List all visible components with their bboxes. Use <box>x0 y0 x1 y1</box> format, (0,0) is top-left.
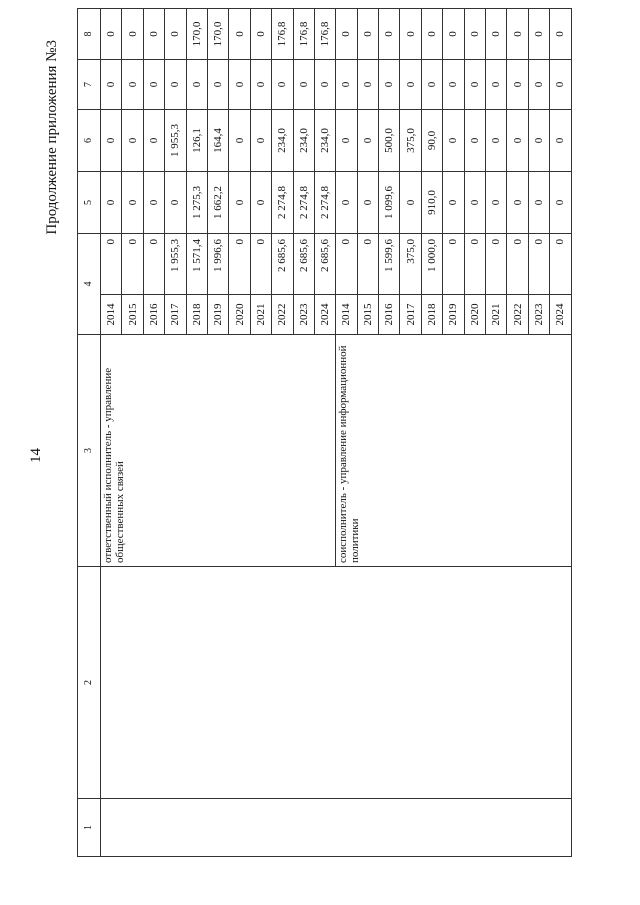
value-cell: 0 <box>122 234 143 295</box>
value-cell: 0 <box>550 60 571 110</box>
value-cell: 1 662,2 <box>207 172 228 234</box>
value-cell: 500,0 <box>379 110 400 172</box>
year-cell: 2018 <box>421 295 442 335</box>
value-cell: 0 <box>507 110 528 172</box>
value-cell: 1 955,3 <box>165 110 186 172</box>
value-cell: 0 <box>507 9 528 60</box>
value-cell: 176,8 <box>314 9 335 60</box>
value-cell: 0 <box>550 172 571 234</box>
value-cell: 0 <box>101 110 122 172</box>
value-cell: 1 000,0 <box>421 234 442 295</box>
value-cell: 1 571,4 <box>186 234 207 295</box>
value-cell: 0 <box>101 9 122 60</box>
value-cell: 0 <box>314 60 335 110</box>
year-cell: 2022 <box>507 295 528 335</box>
value-cell: 176,8 <box>293 9 314 60</box>
value-cell: 2 274,8 <box>314 172 335 234</box>
value-cell: 0 <box>486 60 507 110</box>
table-row <box>101 9 122 857</box>
budget-table <box>77 8 572 857</box>
value-cell: 0 <box>400 9 421 60</box>
value-cell: 0 <box>421 9 442 60</box>
col-header-2: 2 <box>78 567 101 799</box>
value-cell: 0 <box>379 60 400 110</box>
value-cell: 0 <box>464 60 485 110</box>
value-cell: 0 <box>250 9 271 60</box>
value-cell: 0 <box>250 110 271 172</box>
year-cell: 2016 <box>143 295 164 335</box>
value-cell: 0 <box>336 60 357 110</box>
value-cell: 375,0 <box>400 110 421 172</box>
value-cell: 0 <box>486 234 507 295</box>
value-cell: 0 <box>186 60 207 110</box>
value-cell: 0 <box>143 172 164 234</box>
value-cell: 176,8 <box>272 9 293 60</box>
value-cell: 0 <box>250 60 271 110</box>
value-cell: 0 <box>443 110 464 172</box>
year-cell: 2024 <box>550 295 571 335</box>
year-cell: 2017 <box>165 295 186 335</box>
value-cell: 0 <box>101 60 122 110</box>
value-cell: 0 <box>101 234 122 295</box>
value-cell: 0 <box>486 110 507 172</box>
value-cell: 0 <box>165 172 186 234</box>
value-cell: 0 <box>357 9 378 60</box>
value-cell: 0 <box>357 172 378 234</box>
value-cell: 0 <box>528 110 549 172</box>
value-cell: 0 <box>165 9 186 60</box>
value-cell: 0 <box>528 172 549 234</box>
value-cell: 0 <box>550 234 571 295</box>
value-cell: 0 <box>143 60 164 110</box>
value-cell: 0 <box>421 60 442 110</box>
value-cell: 2 274,8 <box>272 172 293 234</box>
value-cell: 0 <box>528 234 549 295</box>
value-cell: 0 <box>272 60 293 110</box>
col-header-8: 8 <box>78 9 101 60</box>
value-cell: 0 <box>357 110 378 172</box>
value-cell: 0 <box>143 110 164 172</box>
year-cell: 2023 <box>528 295 549 335</box>
value-cell: 2 685,6 <box>314 234 335 295</box>
value-cell: 0 <box>229 110 250 172</box>
value-cell: 0 <box>400 172 421 234</box>
value-cell: 0 <box>293 60 314 110</box>
value-cell: 0 <box>336 234 357 295</box>
value-cell: 2 685,6 <box>272 234 293 295</box>
value-cell: 234,0 <box>272 110 293 172</box>
value-cell: 0 <box>229 234 250 295</box>
col-header-3: 3 <box>78 335 101 567</box>
year-cell: 2020 <box>464 295 485 335</box>
value-cell: 1 099,6 <box>379 172 400 234</box>
col-header-5: 5 <box>78 172 101 234</box>
value-cell: 0 <box>550 110 571 172</box>
value-cell: 0 <box>507 172 528 234</box>
value-cell: 0 <box>165 60 186 110</box>
value-cell: 0 <box>122 60 143 110</box>
value-cell: 0 <box>464 234 485 295</box>
value-cell: 0 <box>507 234 528 295</box>
value-cell: 0 <box>443 60 464 110</box>
year-cell: 2020 <box>229 295 250 335</box>
value-cell: 0 <box>528 60 549 110</box>
year-cell: 2021 <box>486 295 507 335</box>
value-cell: 375,0 <box>400 234 421 295</box>
value-cell: 0 <box>443 9 464 60</box>
col-header-1: 1 <box>78 799 101 857</box>
value-cell: 0 <box>122 9 143 60</box>
value-cell: 0 <box>250 172 271 234</box>
value-cell: 0 <box>486 172 507 234</box>
value-cell: 0 <box>528 9 549 60</box>
year-cell: 2014 <box>336 295 357 335</box>
value-cell: 0 <box>464 9 485 60</box>
page-number: 14 <box>28 448 44 463</box>
value-cell: 1 955,3 <box>165 234 186 295</box>
value-cell: 0 <box>464 172 485 234</box>
value-cell: 90,0 <box>421 110 442 172</box>
value-cell: 0 <box>229 172 250 234</box>
table-body <box>78 9 572 857</box>
value-cell: 0 <box>122 110 143 172</box>
value-cell: 0 <box>400 60 421 110</box>
year-cell: 2019 <box>207 295 228 335</box>
value-cell: 1 599,6 <box>379 234 400 295</box>
value-cell: 0 <box>207 60 228 110</box>
col2-cell <box>101 567 572 799</box>
value-cell: 0 <box>143 9 164 60</box>
value-cell: 1 996,6 <box>207 234 228 295</box>
value-cell: 0 <box>443 234 464 295</box>
value-cell: 2 274,8 <box>293 172 314 234</box>
value-cell: 0 <box>357 234 378 295</box>
col-header-6: 6 <box>78 110 101 172</box>
year-cell: 2023 <box>293 295 314 335</box>
year-cell: 2018 <box>186 295 207 335</box>
col1-cell <box>101 799 572 857</box>
year-cell: 2019 <box>443 295 464 335</box>
value-cell: 0 <box>443 172 464 234</box>
value-cell: 2 685,6 <box>293 234 314 295</box>
value-cell: 1 275,3 <box>186 172 207 234</box>
value-cell: 0 <box>464 110 485 172</box>
year-cell: 2014 <box>101 295 122 335</box>
value-cell: 910,0 <box>421 172 442 234</box>
value-cell: 126,1 <box>186 110 207 172</box>
value-cell: 0 <box>122 172 143 234</box>
executor-label: соисполнитель - управление информационной политики <box>336 335 571 567</box>
year-cell: 2024 <box>314 295 335 335</box>
value-cell: 234,0 <box>314 110 335 172</box>
value-cell: 0 <box>229 9 250 60</box>
value-cell: 164,4 <box>207 110 228 172</box>
value-cell: 0 <box>336 110 357 172</box>
value-cell: 170,0 <box>186 9 207 60</box>
year-cell: 2015 <box>357 295 378 335</box>
value-cell: 0 <box>143 234 164 295</box>
value-cell: 0 <box>336 172 357 234</box>
value-cell: 0 <box>507 60 528 110</box>
executor-label: ответственный исполнитель - управление общественных связей <box>101 335 336 567</box>
col-header-7: 7 <box>78 60 101 110</box>
value-cell: 234,0 <box>293 110 314 172</box>
value-cell: 0 <box>379 9 400 60</box>
value-cell: 170,0 <box>207 9 228 60</box>
value-cell: 0 <box>550 9 571 60</box>
value-cell: 0 <box>229 60 250 110</box>
year-cell: 2021 <box>250 295 271 335</box>
value-cell: 0 <box>101 172 122 234</box>
year-cell: 2015 <box>122 295 143 335</box>
year-cell: 2022 <box>272 295 293 335</box>
appendix-title: Продолжение приложения №3 <box>44 40 60 235</box>
col-header-4: 4 <box>78 234 101 335</box>
year-cell: 2016 <box>379 295 400 335</box>
value-cell: 0 <box>250 234 271 295</box>
header-row <box>78 9 101 857</box>
value-cell: 0 <box>336 9 357 60</box>
year-cell: 2017 <box>400 295 421 335</box>
value-cell: 0 <box>357 60 378 110</box>
value-cell: 0 <box>486 9 507 60</box>
